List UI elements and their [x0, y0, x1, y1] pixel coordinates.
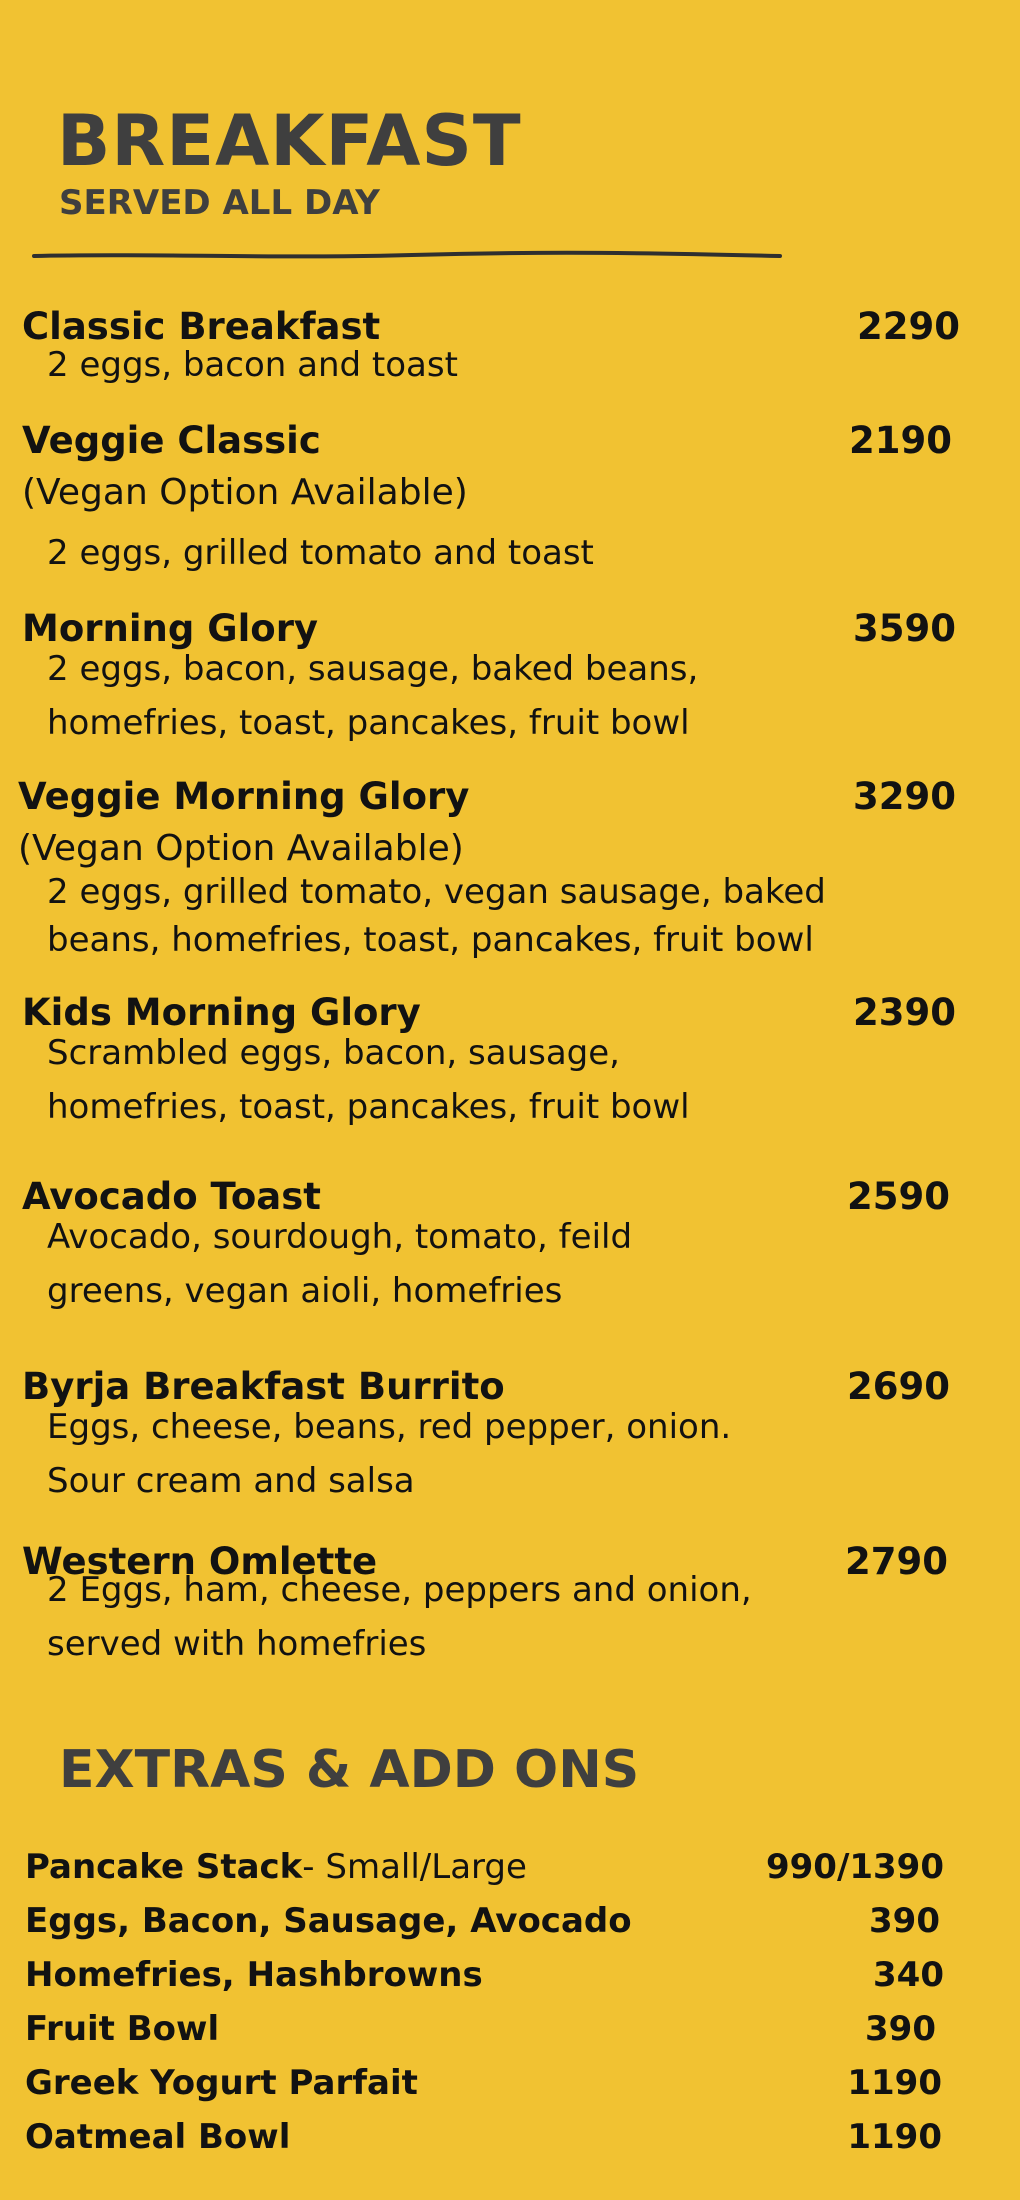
- item-description-line: 2 eggs, bacon and toast: [47, 345, 458, 385]
- extras-item-name: Eggs, Bacon, Sausage, Avocado: [25, 1901, 632, 1941]
- item-description: [47, 868, 826, 964]
- divider-line: [32, 250, 782, 262]
- item-description: [47, 338, 458, 392]
- extras-item-label: [25, 1847, 527, 1887]
- extras-item-subtext: - Small/Large: [302, 1847, 527, 1887]
- item-description-line: 2 Eggs, ham, cheese, peppers and onion,: [47, 1570, 752, 1610]
- item-vegan-note: (Vegan Option Available): [22, 472, 468, 513]
- extras-title: EXTRAS & ADD ONS: [59, 1740, 640, 1800]
- item-description: [47, 526, 594, 580]
- item-description-line: Sour cream and salsa: [47, 1461, 415, 1501]
- item-name: Avocado Toast: [22, 1175, 321, 1218]
- item-description: [47, 1400, 731, 1508]
- item-description-line: beans, homefries, toast, pancakes, fruit bowl: [47, 920, 814, 960]
- item-description: [47, 1026, 690, 1134]
- item-description: [47, 1210, 632, 1318]
- extras-item-name: Pancake Stack: [25, 1847, 303, 1887]
- extras-item-price: 1190: [847, 2063, 942, 2103]
- item-description-line: homefries, toast, pancakes, fruit bowl: [47, 1087, 690, 1127]
- item-price: 2190: [849, 419, 952, 462]
- item-price: 2790: [845, 1540, 948, 1583]
- extras-item-name: Oatmeal Bowl: [25, 2117, 291, 2157]
- item-name: Veggie Morning Glory: [18, 775, 470, 818]
- extras-item-price: 340: [873, 1955, 944, 1995]
- menu-subtitle: SERVED ALL DAY: [59, 183, 380, 223]
- item-vegan-note: (Vegan Option Available): [18, 828, 464, 869]
- item-price: 2390: [853, 991, 956, 1034]
- item-description: [47, 642, 698, 750]
- item-description-line: 2 eggs, grilled tomato and toast: [47, 533, 594, 573]
- item-name: Byrja Breakfast Burrito: [22, 1365, 505, 1408]
- item-description-line: Avocado, sourdough, tomato, feild: [47, 1217, 633, 1257]
- extras-item-name: Fruit Bowl: [25, 2009, 220, 2049]
- item-description-line: 2 eggs, bacon, sausage, baked beans,: [47, 649, 699, 689]
- menu-title: BREAKFAST: [57, 100, 522, 182]
- item-name: Morning Glory: [22, 607, 319, 650]
- item-description-line: greens, vegan aioli, homefries: [47, 1271, 563, 1311]
- item-name: Classic Breakfast: [22, 305, 381, 348]
- item-price: 3290: [853, 775, 956, 818]
- item-description-line: 2 eggs, grilled tomato, vegan sausage, baked: [47, 872, 826, 912]
- item-name: Kids Morning Glory: [22, 991, 421, 1034]
- extras-item-price: 390: [869, 1901, 940, 1941]
- extras-item-price: 390: [865, 2009, 936, 2049]
- item-price: 2290: [857, 305, 960, 348]
- item-price: 3590: [853, 607, 956, 650]
- item-name: Veggie Classic: [22, 419, 321, 462]
- item-description-line: homefries, toast, pancakes, fruit bowl: [47, 703, 690, 743]
- item-description-line: Scrambled eggs, bacon, sausage,: [47, 1033, 620, 1073]
- extras-item-name: Greek Yogurt Parfait: [25, 2063, 418, 2103]
- item-price: 2590: [847, 1175, 950, 1218]
- item-description-line: Eggs, cheese, beans, red pepper, onion.: [47, 1407, 732, 1447]
- item-description-line: served with homefries: [47, 1624, 427, 1664]
- extras-item-name: Homefries, Hashbrowns: [25, 1955, 483, 1995]
- item-description: [47, 1563, 752, 1671]
- item-name: Western Omlette: [22, 1540, 378, 1583]
- extras-item-price: 990/1390: [765, 1847, 944, 1887]
- extras-item-price: 1190: [847, 2117, 942, 2157]
- item-price: 2690: [847, 1365, 950, 1408]
